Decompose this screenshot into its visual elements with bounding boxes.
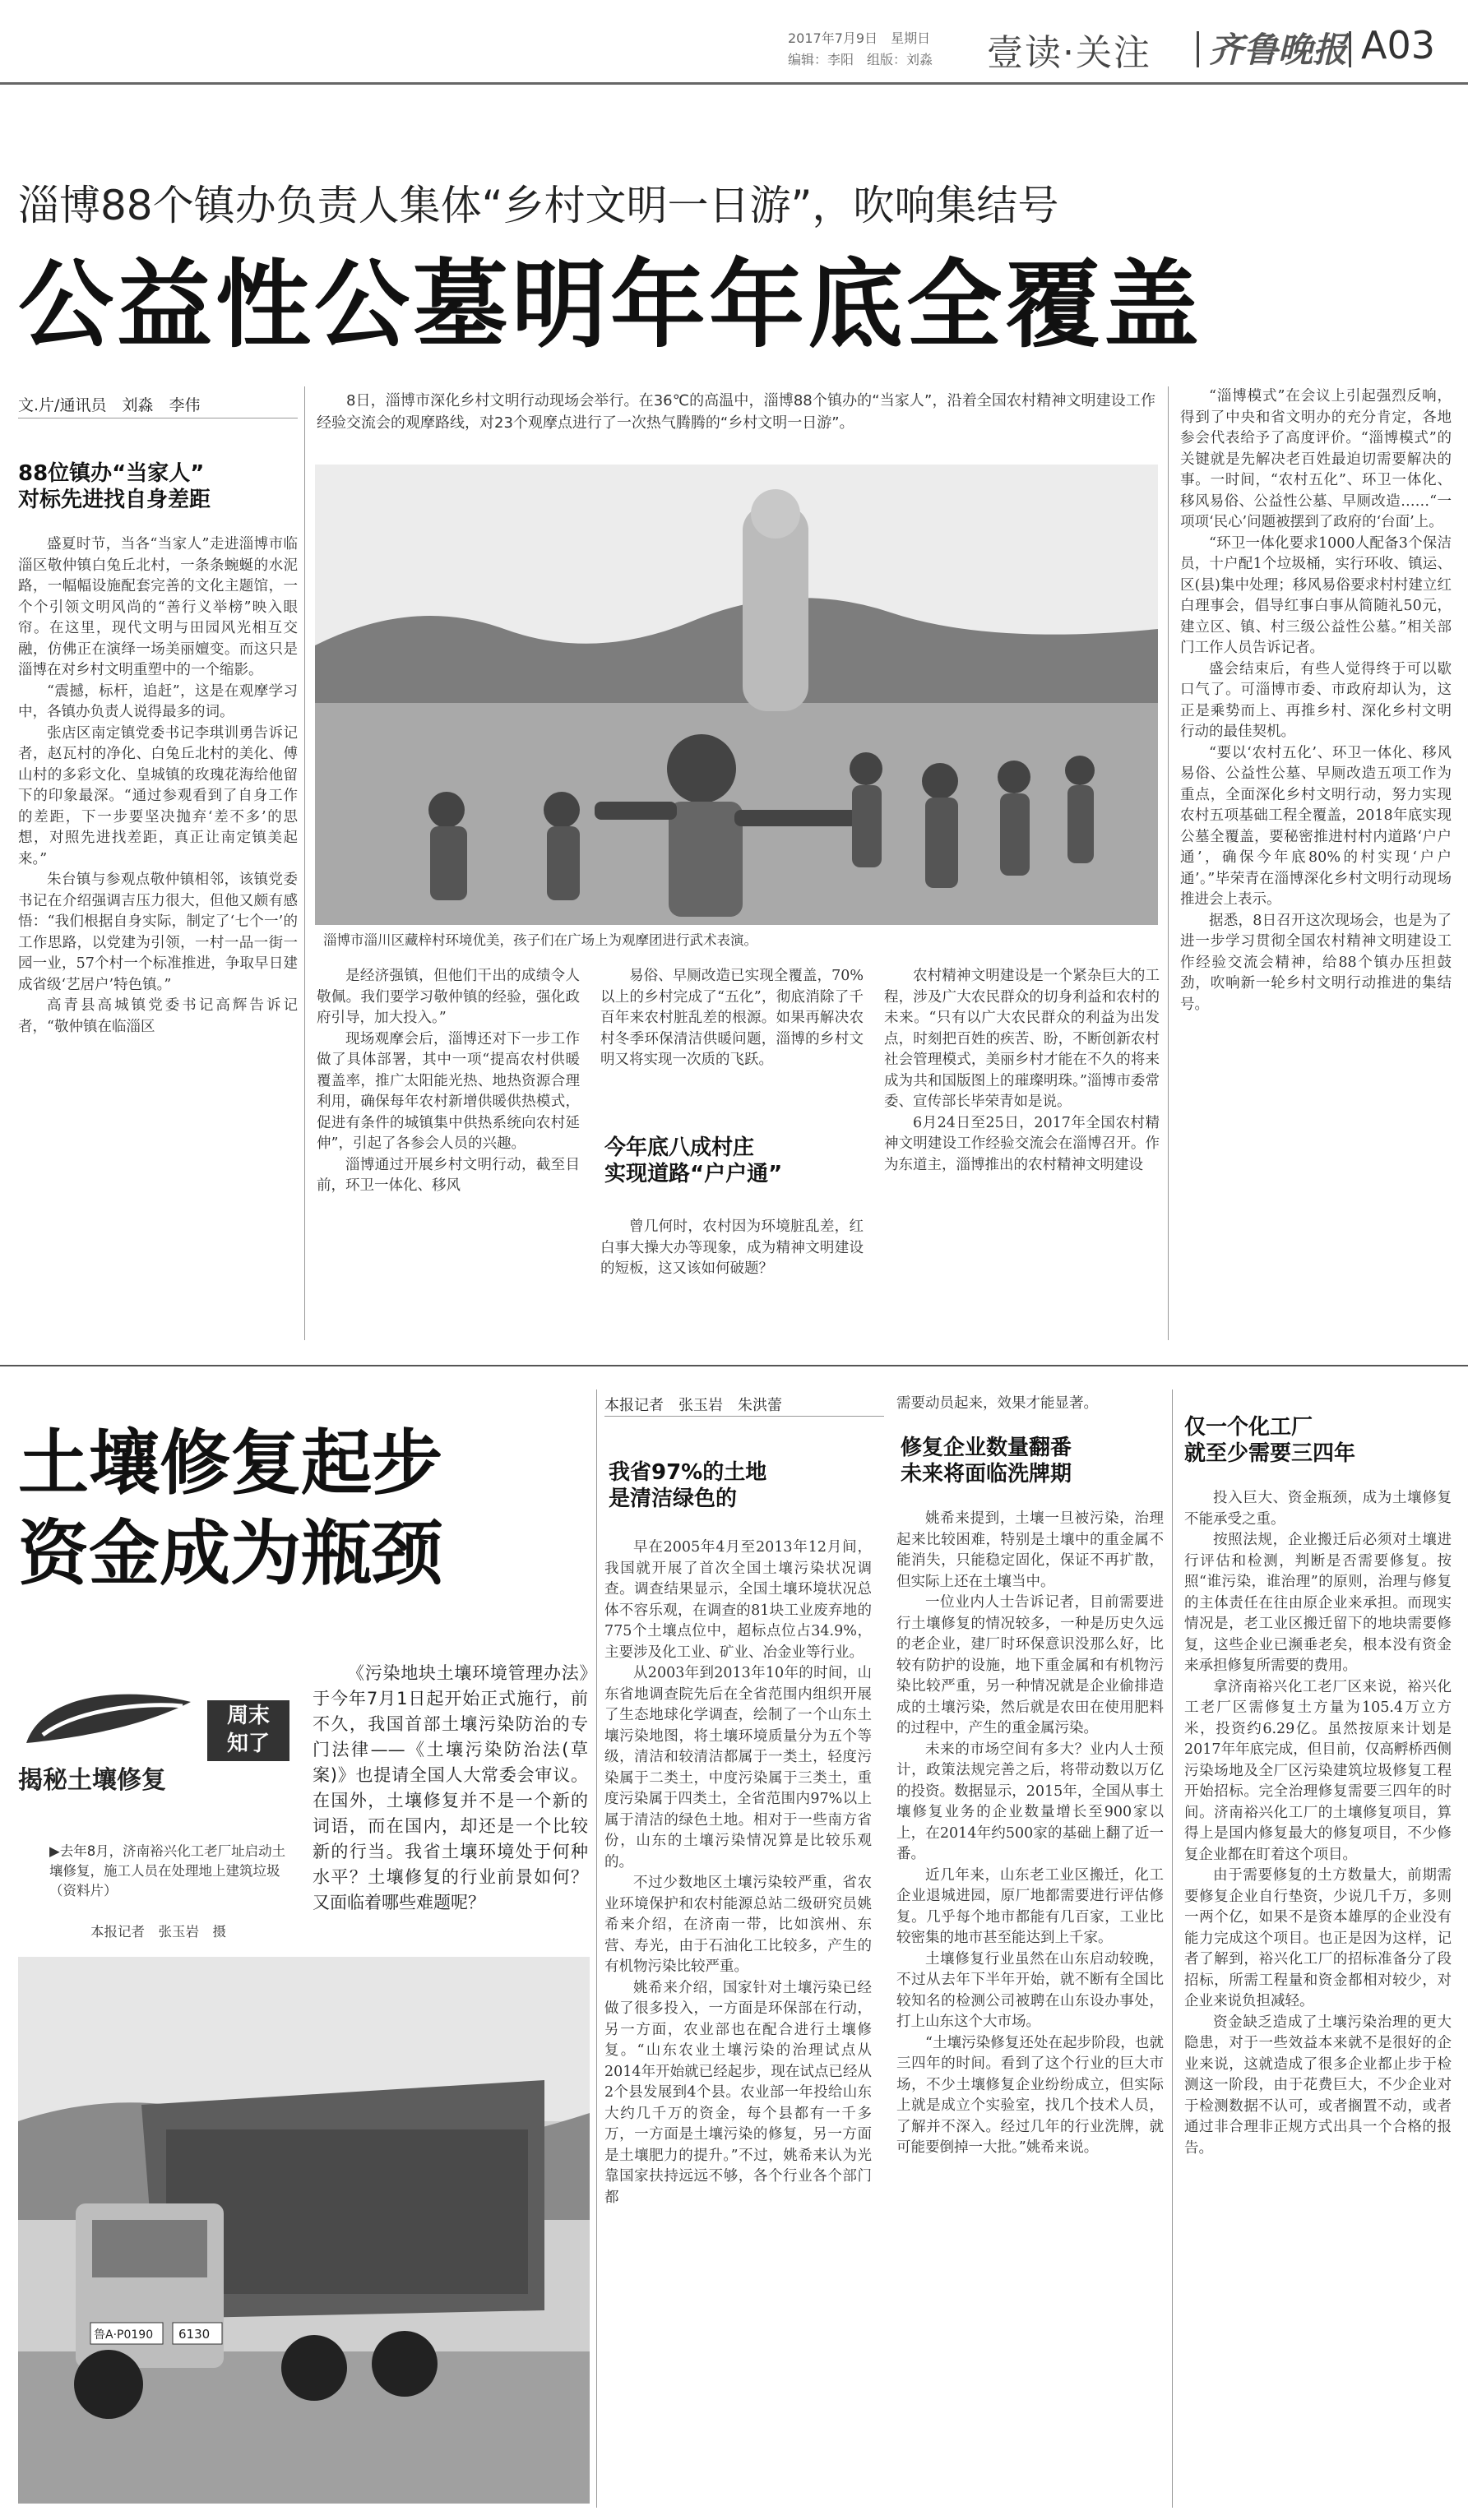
paragraph: 土壤修复行业虽然在山东启动较晚，不过从去年下半年开始，就不断有全国比较知名的检测公司被聘在山东设办事处，打上山东这个大市场。 (896, 1950, 1164, 2030)
paragraph: 需要动员起来，效果才能显著。 (896, 1395, 1098, 1412)
paragraph: 姚希来提到，土壤一旦被污染，治理起来比较困难，特别是土壤中的重金属不能消失，只能稳定固化，保证不再扩散，但实际上还在土壤当中。 (896, 1510, 1164, 1590)
subhead-line: 对标先进找自身差距 (18, 488, 211, 512)
paragraph: 盛夏时节，当各“当家人”走进淄博市临淄区敬仲镇白兔丘北村，一条条蜿蜒的水泥路，一幅幅设施配套完善的文化主题馆，一个个引领文明风尚的“善行义举榜”映入眼帘。在这里，现代文明与田园风光相互交融，仿佛正在演绎一场美丽嬗变。而这只是淄博在对乡村文明重塑中的一个缩影。 (18, 536, 298, 678)
lead-column-4 (884, 966, 1160, 1340)
paragraph: “淄博模式”在会议上引起强烈反响，得到了中央和省文明办的充分肯定，各地参会代表给予了高度评价。“淄博模式”的关键就是先解决老百姓最迫切需要解决的事。一时间，“农村五化”、环卫一体化、移风易俗、公益性公墓、早厕改造……“一项项‘民心’问题被摆到了政府的‘台面’上。 (1180, 388, 1452, 530)
lead-photo (315, 465, 1158, 925)
section-name: 壹读·关注 (987, 32, 1151, 74)
paragraph: 从2003年到2013年10年的时间，山东省地调查院先后在全省范围内组织开展了生态地球化学调查，绘制了一个山东土壤污染地图，将土壤环境质量分为五个等级，清洁和较清洁都属于一类土，轻度污染属于二类土，中度污染属于三类土，重度污染属于四类土，全省范围内97%以上属于清洁的绿色土地。相对于一些南方省份，山东的土壤污染情况算是比较乐观的。 (604, 1665, 872, 1870)
subhead-line: 仅一个化工厂 (1184, 1415, 1313, 1440)
photo-scene (315, 465, 1158, 925)
lead-subhead-1 (18, 460, 298, 513)
lead-column-2 (317, 966, 580, 1340)
soil-subhead-1 (609, 1459, 872, 1512)
masthead-rule (0, 82, 1468, 85)
paragraph: “土壤污染修复还处在起步阶段，也就三四年的时间。看到了这个行业的巨大市场，不少土壤修复企业纷纷成立，但实际上就是成立个实验室，找几个技术人员，了解并不深入。经过几年的行业洗牌，就可能要倒掉一大批。”姚希来说。 (896, 2034, 1164, 2156)
subhead-line: 实现道路“户户通” (604, 1162, 783, 1186)
lead-kicker: 淄博88个镇办负责人集体“乡村文明一日游”，吹响集结号 (18, 182, 1059, 229)
paper-logo: 齐鲁晚报 (1209, 30, 1348, 70)
lead-photo-caption: 淄博市淄川区藏梓村环境优美，孩子们在广场上为观摩团进行武术表演。 (323, 932, 757, 948)
soil-photo-caption: ▶去年8月，济南裕兴化工老厂址启动土壤修复，施工人员在处理地上建筑垃圾（资料片） (49, 1843, 286, 1898)
column-rule (596, 1389, 597, 2508)
divider (1197, 31, 1199, 67)
lead-intro (317, 390, 1155, 447)
byline-rule (604, 1416, 884, 1417)
soil-column-a (604, 1537, 872, 2508)
column-rule (1172, 1389, 1173, 2508)
section-divider (0, 1365, 1468, 1366)
soil-subhead-3 (1184, 1414, 1447, 1467)
paragraph: 不过少数地区土壤污染较严重，省农业环境保护和农村能源总站二级研究员姚希来介绍，在济南一带，比如滨州、东营、寿光，由于石油化工比较多，产生的有机物污染比较严重。 (604, 1875, 872, 1975)
paragraph: 曾几何时，农村因为环境脏乱差，红白事大操大办等现象，成为精神文明建设的短板，这又该如何破题？ (600, 1218, 864, 1277)
subhead-line: 未来将面临洗牌期 (901, 1462, 1072, 1487)
masthead (0, 0, 1468, 82)
lead-byline: 文.片/通讯员 刘淼 李伟 (18, 396, 201, 414)
headline-line: 资金成为瓶颈 (18, 1513, 442, 1595)
soil-photo (18, 1957, 590, 2504)
headline-line: 土壤修复起步 (18, 1422, 442, 1505)
paragraph: 淄博通过开展乡村文明行动，截至目前，环卫一体化、移风 (317, 1156, 580, 1194)
paragraph: 早在2005年4月至2013年12月间，我国就开展了首次全国土壤污染状况调查。调查结果显示，全国土壤环境状况总体不容乐观，在调查的81块工业废弃地的775个土壤点位中，超标点位占34.9%，主要涉及化工业、矿业、冶金业等行业。 (604, 1539, 872, 1661)
weekend-badge (18, 1685, 289, 1795)
paragraph: 资金缺乏造成了土壤污染治理的更大隐患，对于一些效益本来就不是很好的企业来说，这就造成了很多企业都止步于检测这一阶段，由于花费巨大，不少企业对于检测数据不认可，或者搁置不动，或者通过非合理非正规方式出具一个合格的报告。 (1184, 2014, 1452, 2157)
soil-headline (18, 1418, 577, 1599)
paragraph: 农村精神文明建设是一个紧杂巨大的工程，涉及广大农民群众的切身利益和农村的未来。“只有以广大农民群众的利益为出发点，时刻把百姓的疾苦、盼，不断创新农村社会管理模式，美丽乡村才能在不久的将来成为共和国版图上的璀璨明珠。”淄博市委常委、宣传部长毕荣青如是说。 (884, 968, 1160, 1110)
soil-column-b (896, 1509, 1164, 2508)
paragraph: 高青县高城镇党委书记高辉告诉记者，“敬仲镇在临淄区 (18, 997, 298, 1035)
paragraph: 是经济强镇，但他们干出的成绩令人敬佩。我们要学习敬仲镇的经验，强化政府引导，加大投入。” (317, 968, 580, 1026)
subhead-line: 我省97%的土地 (609, 1460, 767, 1485)
paragraph: 现场观摩会后，淄博还对下一步工作做了具体部署，其中一项“提高农村供暖覆盖率，推广太阳能光热、地热资源合理利用，确保每年农村新增供暖供热模式，促进有条件的城镇集中供热系统向农村延伸”，引起了各参会人员的兴趣。 (317, 1030, 580, 1152)
intro-text: 8日，淄博市深化乡村文明行动现场会举行。在36℃的高温中，淄博88个镇办的“当家人”，沿着全国农村精神文明建设工作经验交流会的观摩路线，对23个观摩点进行了一次热气腾腾的“乡村文明一日游”。 (317, 392, 1155, 432)
column-rule (1168, 386, 1169, 1340)
paragraph: 易俗、早厕改造已实现全覆盖，70%以上的乡村完成了“五化”，彻底消除了千百年来农村脏乱差的根源。如果再解决农村冬季环保清洁供暖问题，淄博的乡村文明又将实现一次质的飞跃。 (600, 968, 864, 1068)
soil-byline: 本报记者 张玉岩 朱洪蕾 (604, 1397, 782, 1414)
paragraph: 由于需要修复的土方数量大，前期需要修复企业自行垫资，少说几千万，多则一两个亿，如果不是资本雄厚的企业没有能力完成这个项目。也正是因为这样，记者了解到，裕兴化工厂的招标准备分了段招标，所需工程量和资金都相对较少，对企业来说负担减轻。 (1184, 1867, 1452, 2009)
paragraph: 拿济南裕兴化工老厂区来说，裕兴化工老厂区需修复土方量为105.4万立方米，投资约6.29亿。虽然按原来计划是2017年年底完成，但目前，仅高孵桥西侧污染场地及全厂区污染建筑垃圾修复工程开始招标。完全治理修复需要三四年的时间。济南裕兴化工厂的土壤修复项目，算得上是国内修复最大的修复项目，不少修复企业都在盯着这个项目。 (1184, 1678, 1452, 1863)
lead-column-3 (600, 966, 864, 1114)
subhead-line: 就至少需要三四年 (1184, 1441, 1356, 1466)
lead-subhead-2 (604, 1135, 868, 1187)
paragraph: 近几年来，山东老工业区搬迁，化工企业退城进园，原厂地都需要进行评估修复。几乎每个地市都能有几百家，工业比较密集的地市甚至能达到上千家。 (896, 1866, 1164, 1946)
issue-date: 2017年7月9日 星期日 (788, 30, 931, 46)
subhead-line: 今年底八成村庄 (604, 1135, 755, 1160)
paragraph: 6月24日至25日，2017年全国农村精神文明建设工作经验交流会在淄博召开。作为东道主，淄博推出的农村精神文明建设 (884, 1114, 1160, 1173)
badge-subtitle: 揭秘土壤修复 (18, 1766, 166, 1795)
paragraph: “环卫一体化要求1000人配备3个保洁员，十户配1个垃圾桶，实行环收、镇运、区(县)集中处理；移风易俗要求村村建立红白理事会，倡导红事白事从简随礼50元，建立区、镇、村三级公益性公墓。”相关部门工作人员告诉记者。 (1180, 534, 1452, 656)
column-rule (304, 386, 305, 1340)
paragraph: “要以‘农村五化’、环卫一体化、移风易俗、公益性公墓、早厕改造五项工作为重点，全面深化乡村文明行动，努力实现农村五项基础工程全覆盖，2018年底实现公墓全覆盖，要秘密推进村村内道路‘户户通’，确保今年底80%的村实现‘户户通’。”毕荣青在淄博深化乡村文明行动现场推进会上表示。 (1180, 744, 1452, 908)
subhead-line: 88位镇办“当家人” (18, 461, 205, 486)
lead-headline: 公益性公墓明年年底全覆盖 (18, 250, 1202, 361)
paragraph: 朱台镇与参观点敬仲镇相邻，该镇党委书记在介绍强调吉压力很大，但他又颇有感悟：“我们根据自身实际，制定了‘七个一’的工作思路，以党建为引领，一村一品一街一园一业，57个村一个标准推进，争取早日建成省级‘艺居户’特色镇。” (18, 872, 298, 993)
paragraph: 投入巨大、资金瓶颈，成为土壤修复不能承受之重。 (1184, 1490, 1452, 1528)
soil-column-c (1184, 1488, 1452, 2508)
subhead-line: 是清洁绿色的 (609, 1487, 738, 1511)
page-number: A03 (1361, 23, 1436, 67)
lead-column-3b (600, 1217, 864, 1340)
divider (1349, 31, 1351, 67)
paragraph: 按照法规，企业搬迁后必须对土壤进行评估和检测，判断是否需要修复。按照“谁污染，谁治理”的原则，治理与修复的主体责任在往由原企业来承担。而现实情况是，老工业区搬迁留下的地块需要修复，这些企业已濒垂老矣，根本没有资金来承担修复所需要的费用。 (1184, 1532, 1452, 1674)
paragraph: 一位业内人士告诉记者，目前需要进行土壤修复的情况较多，一种是历史久远的老企业，建厂时环保意识没那么好，比较有防护的设施，地下重金属和有机物污染比较严重，另一种情况就是企业偷排造成的土壤污染，然后就是农田在使用肥料的过程中，产生的重金属污染。 (896, 1594, 1164, 1736)
subhead-line: 修复企业数量翻番 (901, 1436, 1072, 1460)
lead-column-5 (1180, 386, 1452, 1340)
paragraph: 据悉，8日召开这次现场会，也是为了进一步学习贯彻全国农村精神文明建设工作经验交流会精神，给88个镇办压担鼓劲，吹响新一轮乡村文明行动推进的集结号。 (1180, 912, 1452, 1013)
leaf-logo-icon (18, 1685, 215, 1759)
license-plate: 鲁A·P0190 (94, 2328, 154, 2342)
soil-subhead-2 (901, 1435, 1164, 1487)
lead-column-1 (18, 534, 298, 1340)
paragraph: 张店区南定镇党委书记李琪训勇告诉记者，赵瓦村的净化、白兔丘北村的美化、傅山村的多彩文化、皇城镇的玫瑰花海给他留下的印象最深。“通过参观看到了自身工作的差距，下一步要坚决抛弃‘差不多’的思想，对照先进找差距，真正让南定镇美起来。” (18, 724, 298, 867)
badge-title-box (207, 1700, 289, 1761)
soil-column-b-top (896, 1394, 1160, 1418)
truck-number: 6130 (178, 2327, 211, 2342)
paragraph: 盛会结束后，有些人觉得终于可以歇口气了。可淄博市委、市政府却认为，这正是乘势而上、再推乡村、深化乡村文明行动的最佳契机。 (1180, 660, 1452, 740)
soil-photo-credit: 本报记者 张玉岩 摄 (90, 1924, 226, 1940)
editor-credits: 编辑：李阳 组版：刘淼 (788, 52, 933, 67)
paragraph: “震撼，标杆，追赶”，这是在观摩学习中，各镇办负责人说得最多的词。 (18, 682, 298, 720)
paragraph: 未来的市场空间有多大？业内人士预计，政策法规完善之后，将带动数以万亿的投资。数据显示，2015年，全国从事土壤修复业务的企业数量增长至900家以上，在2014年约500家的基础上翻了近一番。 (896, 1741, 1164, 1862)
paragraph: 姚希来介绍，国家针对土壤污染已经做了很多投入，一方面是环保部在行动，另一方面，农业部也在配合进行土壤修复。“山东农业土壤污染的治理试点从2014年开始就已经起步，现在试点已经从2个县发展到4个县。农业部一年投给山东大约几千万的资金，每个县都有一千多万，一方面是土壤污染的修复，另一方面是土壤肥力的提升。”不过，姚希来认为光靠国家扶持远远不够，各个行业各个部门都 (604, 1979, 872, 2206)
intro-text: 《污染地块土壤环境管理办法》于今年7月1日起开始正式施行，前不久，我国首部土壤污染防治的专门法律——《土壤污染防治法(草案)》也提请全国人大常委会审议。在国外，土壤修复并不是一个新的词语，而在国内，却还是一个比较新的行当。我省土壤环境处于何种水平？土壤修复的行业前景如何？又面临着哪些难题呢？ (313, 1663, 588, 1912)
truck-scene (18, 1957, 590, 2504)
soil-intro (313, 1661, 588, 1912)
badge-title: 周末知了 (226, 1704, 270, 1756)
